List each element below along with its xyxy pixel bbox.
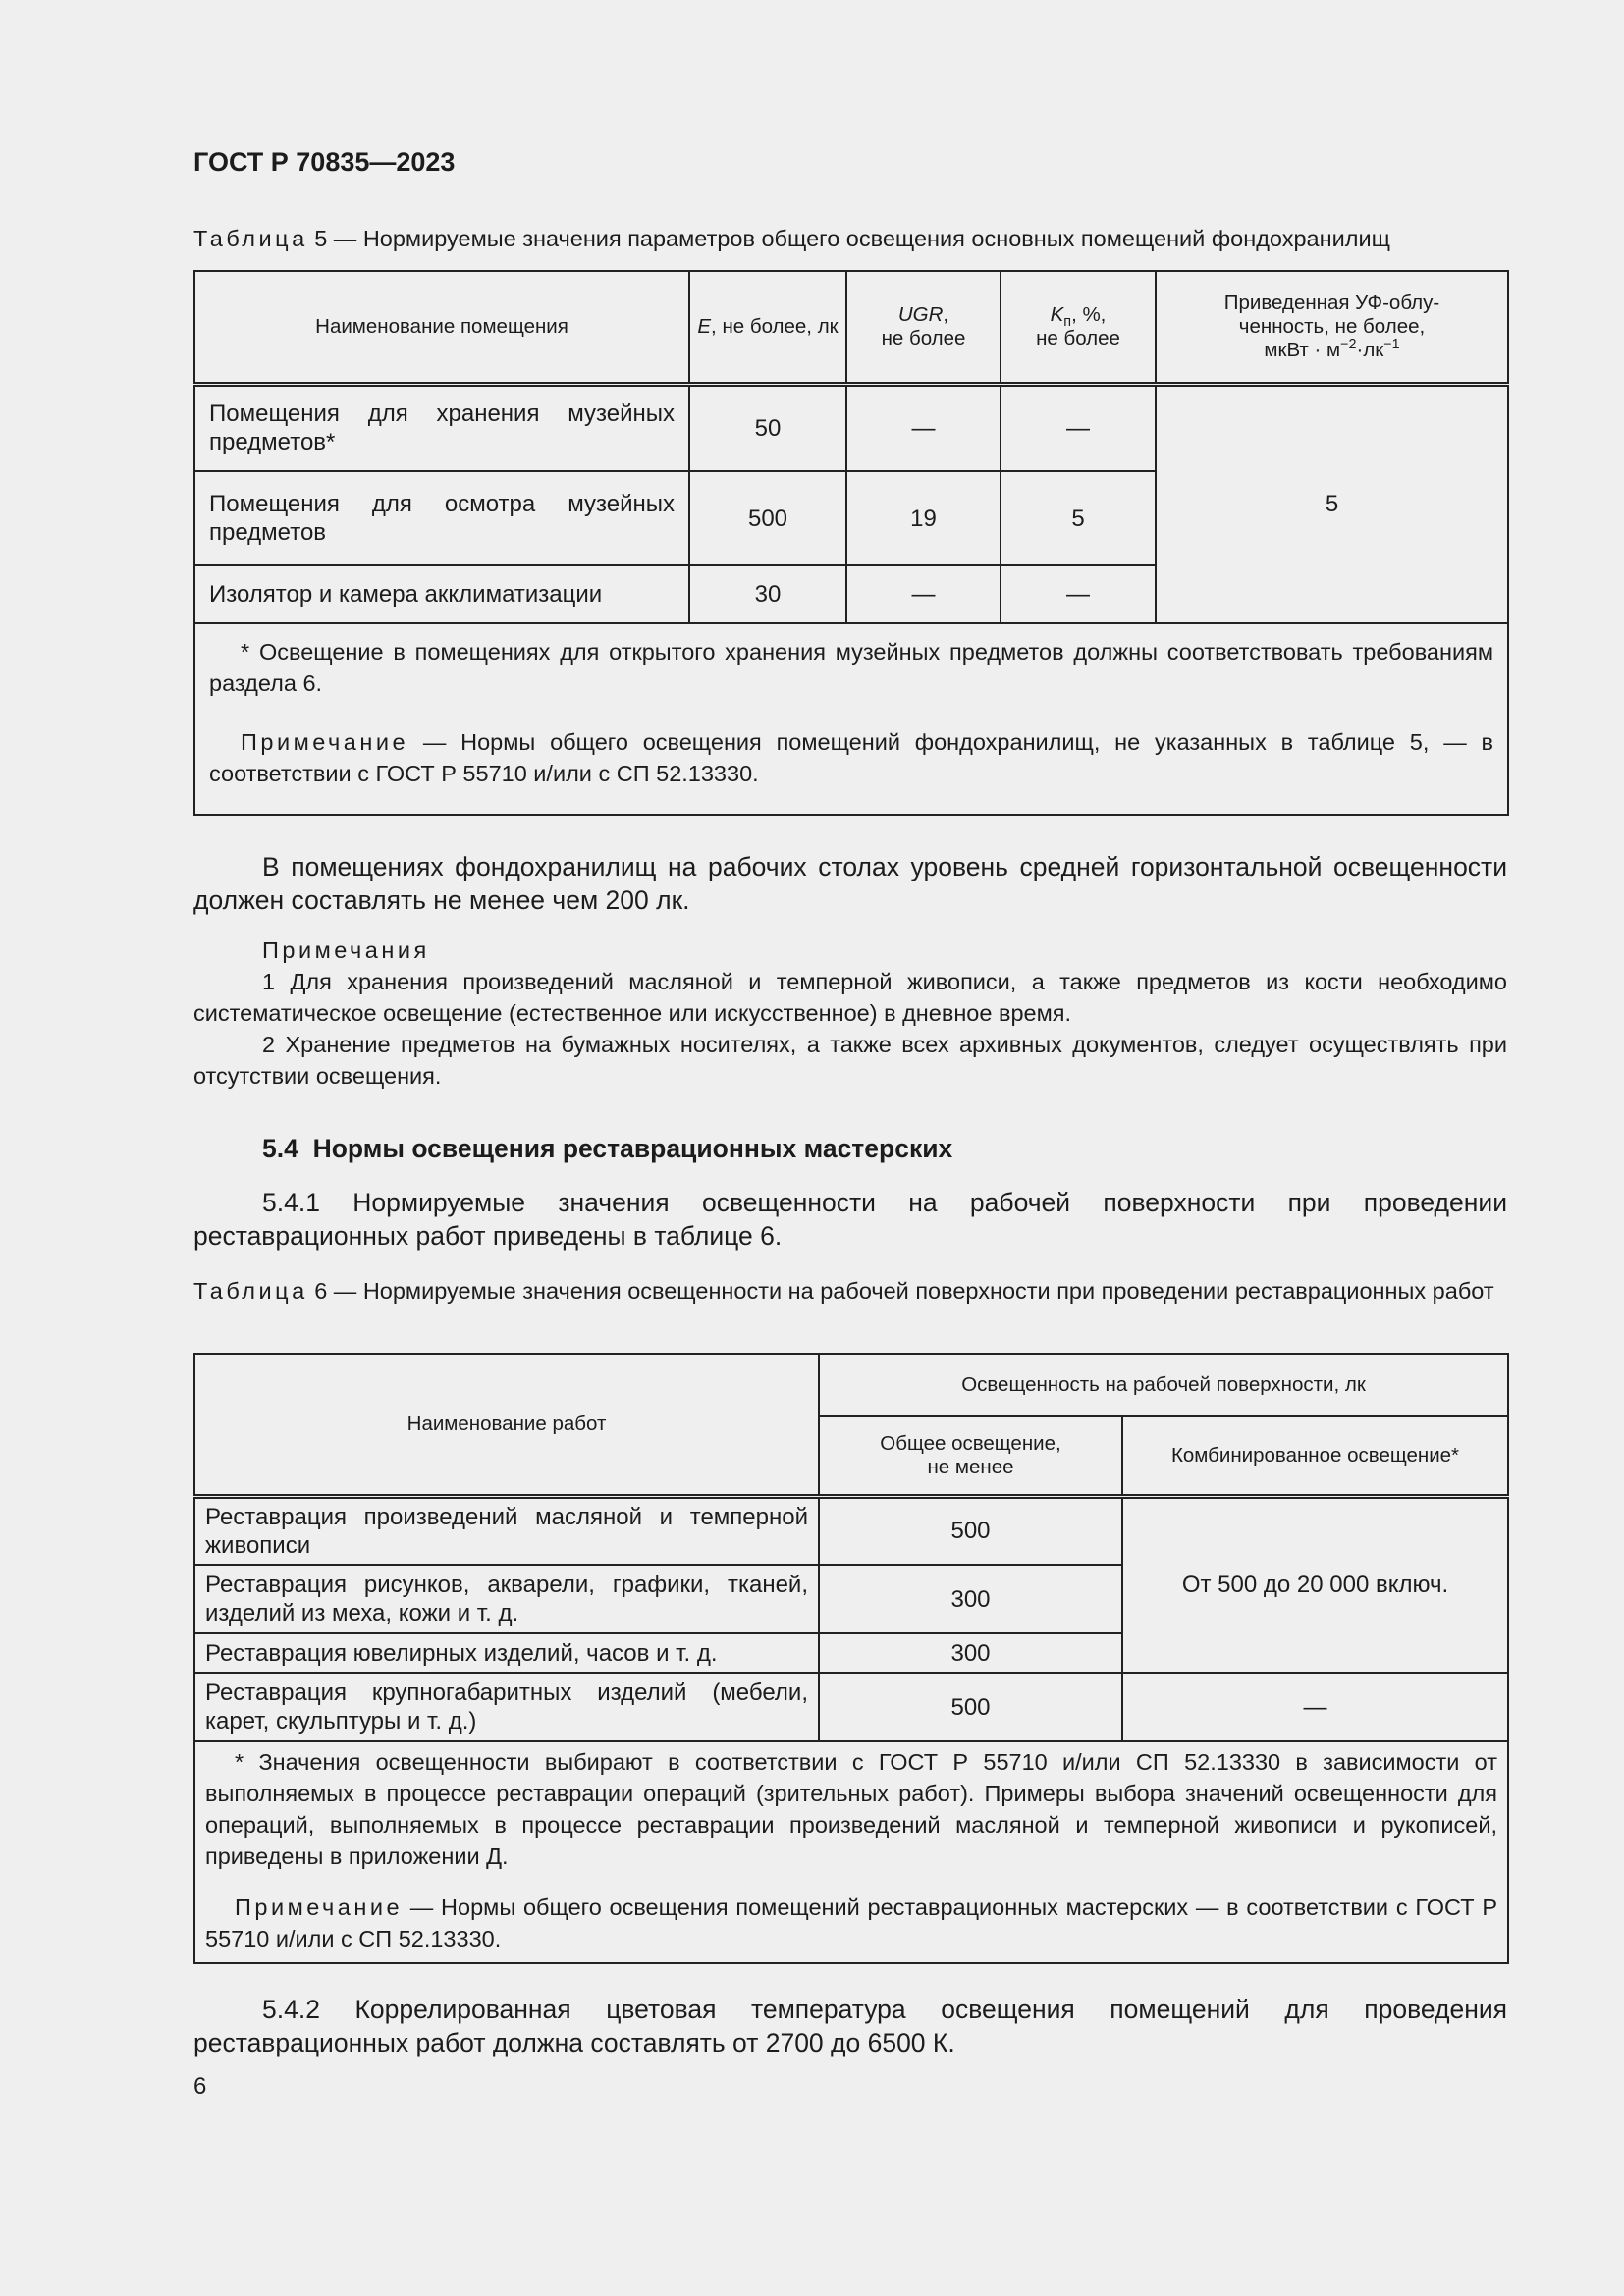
table5-row-ugr: 19 [846, 471, 1001, 565]
table5-uv-value: 5 [1156, 384, 1508, 623]
table5-header-uv-line2: ченность, не более, [1238, 314, 1426, 338]
table5-row-kp: 5 [1001, 471, 1156, 565]
table5-header-ugr-rest: не более [881, 326, 966, 349]
table5-note-text: — Нормы общего освещения помещений фондохранилищ, не указанных в таблице 5, — в соответствии с ГОСТ Р 55710 и/или с СП 52.13330. [209, 729, 1493, 786]
table6-notes-cell [194, 1741, 1508, 1963]
table5-row-ugr: — [846, 565, 1001, 623]
table6-header-general [819, 1416, 1122, 1496]
table5-header-uv-unit2: ·лк [1356, 338, 1384, 361]
table5-caption-word: Таблица [193, 226, 308, 251]
table5-header-kp-rest2: не более [1036, 326, 1120, 349]
table5-notes-cell [194, 623, 1508, 815]
table5-row-kp: — [1001, 384, 1156, 471]
table6-header-work: Наименование работ [194, 1354, 819, 1496]
table5-caption-text: 5 — Нормируемые значения параметров общего освещения основных помещений фондохранилищ [314, 226, 1390, 251]
table6-header-row [194, 1354, 1508, 1416]
table6-combined-value: От 500 до 20 000 включ. [1122, 1496, 1508, 1673]
table6-row-name: Реставрация ювелирных изделий, часов и т. д. [194, 1633, 819, 1673]
note-item: 2 Хранение предметов на бумажных носителях, а также всех архивных документов, следует осуществлять при отсутствии освещения. [193, 1032, 1507, 1089]
table5-header-uv [1156, 271, 1508, 384]
table5-header-uv-sup2: −1 [1383, 336, 1400, 352]
table5-row-ugr: — [846, 384, 1001, 471]
section-heading [262, 1134, 952, 1164]
table6-combined-dash: — [1122, 1673, 1508, 1741]
paragraph-workdesk-illuminance: В помещениях фондохранилищ на рабочих столах уровень средней горизонтальной освещенности должен составлять не менее чем 200 лк. [193, 852, 1507, 915]
table5-footnote: * Освещение в помещениях для открытого хранения музейных предметов должны соответствовать требованиям раздела 6. [209, 639, 1493, 696]
table5-row-name: Помещения для хранения музейных предметов* [194, 384, 689, 471]
table5-header-e-var: E [697, 314, 712, 338]
note-item: 1 Для хранения произведений масляной и темперной живописи, а также предметов из кости необходимо систематическое освещение (естественное или искусственное) в дневное время. [193, 969, 1507, 1026]
table6-row-name: Реставрация рисунков, акварели, графики, тканей, изделий из меха, кожи и т. д. [194, 1565, 819, 1633]
table6-header-illuminance: Освещенность на рабочей поверхности, лк [819, 1354, 1508, 1416]
table6 [193, 1353, 1509, 1964]
table5-caption [193, 224, 1507, 253]
table6-row-general: 300 [819, 1565, 1122, 1633]
paragraph-5-4-1: 5.4.1 Нормируемые значения освещенности на рабочей поверхности при проведении реставрационных работ приведены в таблице 6. [193, 1188, 1507, 1251]
table5-row-e: 30 [689, 565, 846, 623]
paragraph-5-4-2: 5.4.2 Коррелированная цветовая температура освещения помещений для проведения реставрационных работ должна составлять от 2700 до 6500 К. [193, 1995, 1507, 2057]
table5-header-uv-line1: Приведенная УФ-облу- [1223, 291, 1440, 314]
table6-header-general-line2: не менее [927, 1455, 1014, 1478]
table5-header-ugr: UGR, не более [846, 271, 1001, 384]
table5-header-uv-unit: мкВт · м [1264, 338, 1341, 361]
table6-row-name: Реставрация крупногабаритных изделий (мебели, карет, скульптуры и т. д.) [194, 1673, 819, 1741]
table5-note [209, 726, 1493, 789]
table5-header-ugr-var: UGR [897, 302, 944, 326]
table6-header-general-line1: Общее освещение, [880, 1431, 1061, 1455]
notes-block [193, 934, 1507, 1092]
table5-row-name: Изолятор и камера акклиматизации [194, 565, 689, 623]
document-header: ГОСТ Р 70835—2023 [193, 147, 456, 177]
table6-row-general: 300 [819, 1633, 1122, 1673]
table6-caption-word: Таблица [193, 1278, 308, 1304]
section-number: 5.4 [262, 1134, 298, 1163]
table5-header-kp [1001, 271, 1156, 384]
table6-row [194, 1673, 1508, 1741]
table6-caption [193, 1276, 1507, 1306]
table5-header-e-rest: , не более, лк [711, 314, 839, 338]
table5-row-kp: — [1001, 565, 1156, 623]
table5-note-word: Примечание [241, 729, 409, 755]
table6-note-word: Примечание [235, 1895, 404, 1920]
table6-note-text: — Нормы общего освещения помещений реставрационных мастерских — в соответствии с ГОСТ Р 55710 и/или с СП 52.13330. [205, 1895, 1497, 1951]
table6-notes-row [194, 1741, 1508, 1963]
table5-row [194, 384, 1508, 471]
table5-header-row [194, 271, 1508, 384]
section-title: Нормы освещения реставрационных мастерских [312, 1134, 953, 1163]
table6-note [205, 1892, 1497, 1954]
page-number: 6 [193, 2073, 207, 2100]
notes-title: Примечания [262, 937, 430, 963]
table5-notes-row [194, 623, 1508, 815]
table5-header-room: Наименование помещения [194, 271, 689, 384]
table5-header-kp-var: K [1050, 302, 1064, 326]
table5-row-e: 50 [689, 384, 846, 471]
table6-footnote: * Значения освещенности выбирают в соответствии с ГОСТ Р 55710 и/или СП 52.13330 в зависимости от выполняемых в процессе реставрации операций (зрительных работ). Примеры выбора значений освещенности для операций, выполняемых в процессе реставрации произведений масляной и темперной живописи и рукописей, приведены в приложении Д. [205, 1749, 1497, 1869]
table5-header-kp-rest: , %, [1071, 302, 1107, 326]
table6-row-general: 500 [819, 1673, 1122, 1741]
table6-row [194, 1496, 1508, 1565]
table5 [193, 270, 1509, 816]
table5-header-kp-sub: п [1063, 313, 1072, 330]
table6-row-name: Реставрация произведений масляной и темперной живописи [194, 1496, 819, 1565]
table5-row-e: 500 [689, 471, 846, 565]
table6-header-combined: Комбинированное освещение* [1122, 1416, 1508, 1496]
table5-header-e [689, 271, 846, 384]
table6-caption-text: 6 — Нормируемые значения освещенности на рабочей поверхности при проведении реставрационных работ [314, 1278, 1494, 1304]
table5-header-uv-sup1: −2 [1340, 336, 1357, 352]
table6-row-general: 500 [819, 1496, 1122, 1565]
table5-row-name: Помещения для осмотра музейных предметов [194, 471, 689, 565]
